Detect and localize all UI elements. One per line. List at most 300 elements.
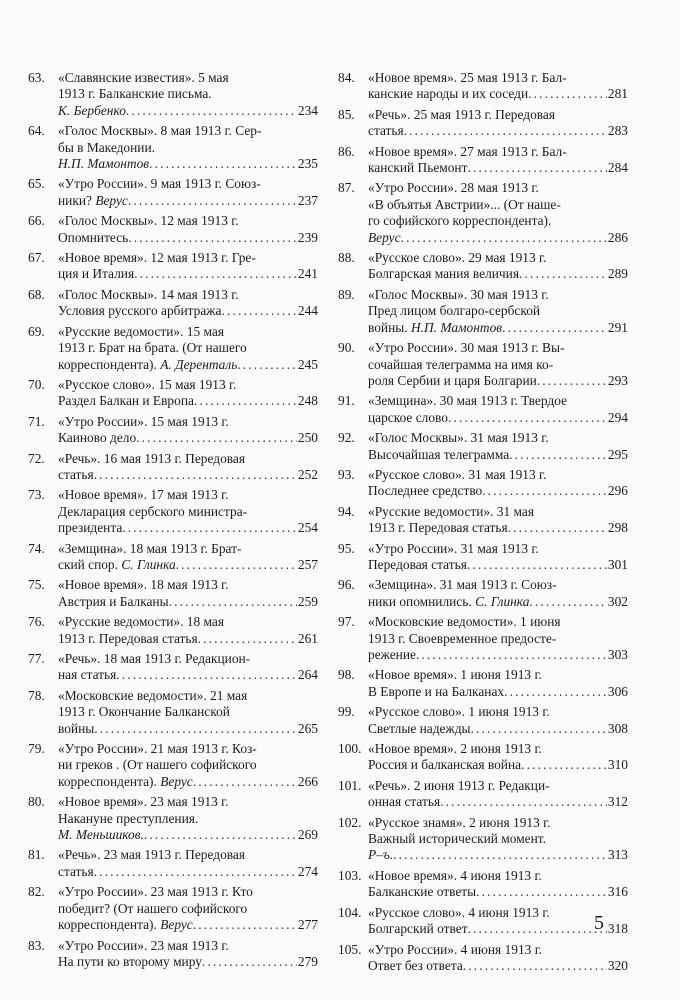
toc-entry xyxy=(28,451,318,484)
toc-entry-line xyxy=(338,831,628,847)
entry-page: 265 xyxy=(297,720,318,736)
entry-text: Пред лицом болгаро-сербской xyxy=(368,303,541,319)
dot-leader xyxy=(467,557,607,573)
toc-entry-line xyxy=(28,193,318,209)
toc-entry-line xyxy=(338,577,628,593)
toc-entry xyxy=(338,70,628,103)
entry-page: 281 xyxy=(607,86,628,102)
toc-entry-line xyxy=(28,340,318,356)
entry-number: 65. xyxy=(28,176,45,192)
entry-page: 308 xyxy=(607,720,628,736)
toc-entry-line xyxy=(338,704,628,720)
entry-text: Светлые надежды xyxy=(368,720,471,736)
entry-text: «Новое время». 23 мая 1913 г. xyxy=(58,794,229,810)
dot-leader xyxy=(94,864,297,880)
entry-page: 252 xyxy=(297,466,318,482)
entry-page: 237 xyxy=(297,192,318,208)
toc-entry xyxy=(28,541,318,574)
toc-entry-line xyxy=(28,324,318,340)
dot-leader xyxy=(221,303,296,319)
entry-page: 303 xyxy=(607,647,628,662)
entry-text: «Новое время». 25 мая 1913 г. Бал- xyxy=(368,70,567,85)
toc-entry xyxy=(338,340,628,389)
toc-entry xyxy=(28,70,318,119)
toc-entry-line xyxy=(28,614,318,630)
entry-number: 92. xyxy=(338,430,355,446)
toc-entry-line xyxy=(338,741,628,757)
toc-entry-line xyxy=(28,811,318,827)
toc-entry-line xyxy=(28,704,318,720)
entry-text: «Утро России». 15 мая 1913 г. xyxy=(58,413,229,429)
entry-text: войны. xyxy=(368,319,408,335)
entry-text: царское слово xyxy=(368,409,448,425)
entry-page: 301 xyxy=(607,556,628,572)
entry-text: ная статья xyxy=(58,667,117,683)
toc-entry-line xyxy=(338,230,628,246)
toc-entry-line xyxy=(28,557,318,573)
toc-entry-line xyxy=(338,320,628,336)
entry-number: 69. xyxy=(28,323,45,339)
entry-number: 84. xyxy=(338,70,355,85)
toc-entry-line xyxy=(338,614,628,630)
toc-entry-line xyxy=(28,86,318,102)
toc-entry-line xyxy=(28,901,318,917)
toc-entry xyxy=(28,688,318,737)
toc-entry-line xyxy=(338,123,628,139)
entry-number: 78. xyxy=(28,687,45,703)
entry-text: «Речь». 18 мая 1913 г. Редакцион- xyxy=(58,651,251,666)
toc-entry-line xyxy=(338,144,628,160)
toc-entry xyxy=(338,942,628,975)
toc-entry-line xyxy=(28,487,318,503)
toc-entry-line xyxy=(28,70,318,86)
toc-entry-line xyxy=(28,917,318,933)
dot-leader xyxy=(440,794,607,810)
entry-signature: Верус xyxy=(95,192,128,208)
entry-number: 101. xyxy=(338,777,362,793)
dot-leader xyxy=(448,410,607,426)
dot-leader xyxy=(393,847,607,863)
entry-text: Важный исторический момент. xyxy=(368,831,546,847)
entry-number: 96. xyxy=(338,577,355,593)
entry-text: Высочайшая телеграмма xyxy=(368,446,510,462)
toc-entry xyxy=(338,778,628,811)
entry-page: 316 xyxy=(607,884,628,900)
toc-entry xyxy=(28,938,318,971)
toc-entry xyxy=(28,794,318,843)
toc-entry-line xyxy=(28,287,318,303)
entry-text: корреспондента). xyxy=(58,773,157,789)
toc-entry-line xyxy=(338,684,628,700)
toc-entry-line xyxy=(28,938,318,954)
dot-leader xyxy=(508,520,607,536)
toc-entry-line xyxy=(338,757,628,773)
dot-leader xyxy=(149,156,297,172)
toc-entry xyxy=(338,704,628,737)
entry-text: Опомнитесь xyxy=(58,229,129,245)
entry-text: «Утро России». 28 мая 1913 г. xyxy=(368,180,539,196)
entry-page: 277 xyxy=(297,917,318,933)
entry-text: «Русское слово». 15 мая 1913 г. xyxy=(58,376,237,392)
toc-entry-line xyxy=(28,864,318,880)
entry-text: Каиново дело xyxy=(58,430,137,446)
toc-entry-line xyxy=(28,140,318,156)
entry-text: «Речь». 2 июня 1913 г. Редакци- xyxy=(368,777,550,793)
toc-entry xyxy=(338,250,628,283)
entry-text: президента xyxy=(58,520,123,536)
entry-page: 284 xyxy=(607,160,628,176)
toc-entry-line xyxy=(338,958,628,974)
entry-page: 310 xyxy=(607,757,628,773)
entry-number: 98. xyxy=(338,667,355,683)
dot-leader xyxy=(134,266,297,282)
toc-entry xyxy=(28,741,318,790)
entry-page: 259 xyxy=(297,593,318,609)
toc-entry-line xyxy=(338,594,628,610)
entry-number: 79. xyxy=(28,741,45,757)
entry-text: «Русские ведомости». 15 мая xyxy=(58,323,225,339)
toc-entry-line xyxy=(338,942,628,958)
entry-page: 235 xyxy=(297,156,318,172)
toc-entry-line xyxy=(28,213,318,229)
toc-entry-line xyxy=(28,954,318,970)
toc-entry-line xyxy=(338,921,628,937)
toc-entry xyxy=(338,905,628,938)
entry-page: 274 xyxy=(297,863,318,879)
entry-number: 91. xyxy=(338,393,355,409)
entry-page: 296 xyxy=(607,483,628,499)
entry-text: «Новое время». 17 мая 1913 г. xyxy=(58,487,229,503)
entry-number: 68. xyxy=(28,286,45,302)
toc-entry-line xyxy=(28,430,318,446)
toc-entry xyxy=(28,487,318,536)
toc-entry-line xyxy=(338,647,628,663)
entry-page: 283 xyxy=(607,123,628,139)
entry-text: Последнее средство xyxy=(368,483,483,499)
toc-entry-line xyxy=(28,303,318,319)
toc-entry xyxy=(28,213,318,246)
dot-leader xyxy=(116,667,297,683)
entry-text: канские народы и их соседи xyxy=(368,86,529,102)
toc-entry-line xyxy=(338,631,628,647)
toc-entry xyxy=(338,393,628,426)
toc-entry-line xyxy=(338,868,628,884)
entry-signature: С. Глинка xyxy=(121,556,176,572)
toc-entry xyxy=(338,180,628,246)
toc-entry-line xyxy=(338,467,628,483)
toc-entry-line xyxy=(28,467,318,483)
entry-text: На пути ко второму миру xyxy=(58,953,202,969)
entry-text: «Новое время». 27 мая 1913 г. Бал- xyxy=(368,143,567,159)
toc-entry-line xyxy=(28,504,318,520)
entry-text: «В объятья Австрии»... (От наше- xyxy=(368,196,561,212)
entry-number: 70. xyxy=(28,376,45,392)
toc-entry-line xyxy=(338,197,628,213)
entry-page: 318 xyxy=(607,921,628,937)
toc-entry xyxy=(28,614,318,647)
toc-entry xyxy=(338,430,628,463)
dot-leader xyxy=(144,827,297,843)
entry-text: 1913 г. Брат на брата. (От нашего xyxy=(58,340,247,356)
toc-entry-line xyxy=(338,541,628,557)
entry-number: 97. xyxy=(338,614,355,630)
entry-text: «Русские ведомости». 18 мая xyxy=(58,614,225,630)
entry-text: войны xyxy=(58,720,95,736)
entry-text: «Голос Москвы». 30 мая 1913 г. xyxy=(368,286,549,302)
toc-entry-line xyxy=(338,721,628,737)
entry-page: 286 xyxy=(607,229,628,245)
toc-entry-line xyxy=(28,176,318,192)
entry-number: 67. xyxy=(28,250,45,266)
entry-text: «Утро России». 23 мая 1913 г. Кто xyxy=(58,884,253,900)
entry-text: В Европе и на Балканах xyxy=(368,683,505,699)
entry-text: ни греков . (От нашего софийского xyxy=(58,757,257,773)
dot-leader xyxy=(94,721,297,737)
entry-text: «Утро России». 9 мая 1913 г. Союз- xyxy=(58,176,261,192)
toc-entry-line xyxy=(28,451,318,467)
entry-text: корреспондента). xyxy=(58,917,157,933)
dot-leader xyxy=(136,430,297,446)
entry-text: «Голос Москвы». 8 мая 1913 г. Сер- xyxy=(58,123,262,139)
entry-text: «Утро России». 23 мая 1913 г. xyxy=(58,937,229,953)
entry-page: 306 xyxy=(607,683,628,699)
toc-entry-line xyxy=(28,103,318,119)
entry-signature: А. Деренталь xyxy=(160,356,238,372)
toc-entry xyxy=(28,324,318,373)
toc-entry xyxy=(338,467,628,500)
entry-number: 71. xyxy=(28,413,45,429)
entry-text: «Русское слово». 4 июня 1913 г. xyxy=(368,904,550,920)
toc-entry-line xyxy=(338,266,628,282)
entry-page: 269 xyxy=(297,827,318,843)
entry-page: 239 xyxy=(297,229,318,245)
entry-number: 80. xyxy=(28,794,45,810)
dot-leader xyxy=(128,230,297,246)
entry-number: 87. xyxy=(338,180,355,196)
toc-entry xyxy=(338,287,628,336)
entry-text: Болгарская мания величия xyxy=(368,266,519,282)
toc-entry xyxy=(28,577,318,610)
entry-text: Передовая статья xyxy=(368,556,467,572)
dot-leader xyxy=(176,557,297,573)
entry-number: 86. xyxy=(338,143,355,159)
dot-leader xyxy=(194,393,297,409)
entry-text: «Голос Москвы». 12 мая 1913 г. xyxy=(58,213,239,229)
toc-entry-line xyxy=(338,86,628,102)
entry-text: Накануне преступления. xyxy=(58,810,199,826)
entry-number: 76. xyxy=(28,614,45,630)
entry-page: 248 xyxy=(297,393,318,409)
entry-text: «Утро России». 31 мая 1913 г. xyxy=(368,540,539,556)
toc-entry xyxy=(338,577,628,610)
toc-entry-line xyxy=(338,504,628,520)
entry-page: 298 xyxy=(607,520,628,536)
entry-number: 102. xyxy=(338,814,362,830)
toc-entry-line xyxy=(28,667,318,683)
entry-page: 241 xyxy=(297,266,318,282)
toc-left-column xyxy=(28,70,318,974)
entry-text: «Московские ведомости». 1 июня xyxy=(368,614,561,630)
toc-entry-line xyxy=(28,631,318,647)
toc-entry-line xyxy=(338,160,628,176)
entry-text: «Новое время». 4 июня 1913 г. xyxy=(368,867,542,883)
toc-entry-line xyxy=(28,577,318,593)
toc-entry xyxy=(338,144,628,177)
dot-leader xyxy=(94,467,297,483)
entry-text: «Земщина». 31 мая 1913 г. Союз- xyxy=(368,577,557,593)
entry-text: статья xyxy=(368,123,404,139)
entry-text: «Русское слово». 29 мая 1913 г. xyxy=(368,250,547,266)
dot-leader xyxy=(401,230,607,246)
entry-text: 1913 г. Окончание Балканской xyxy=(58,704,230,720)
entry-page: 250 xyxy=(297,430,318,446)
toc-entry-line xyxy=(28,688,318,704)
toc-entry-line xyxy=(338,213,628,229)
toc-entry-line xyxy=(338,815,628,831)
entry-text: «Утро России». 21 мая 1913 г. Коз- xyxy=(58,741,257,757)
entry-text: Ответ без ответа xyxy=(368,957,463,973)
toc-entry-line xyxy=(28,827,318,843)
entry-number: 104. xyxy=(338,904,362,920)
entry-text: Россия и балканская война xyxy=(368,757,522,773)
entry-text: 1913 г. Своевременное предосте- xyxy=(368,630,557,646)
toc-entry-line xyxy=(338,520,628,536)
toc-entry-line xyxy=(338,884,628,900)
toc-entry-line xyxy=(338,430,628,446)
entry-page: 266 xyxy=(297,773,318,789)
entry-text: Болгарский ответ xyxy=(368,921,468,937)
page-number: 5 xyxy=(594,912,604,934)
entry-text: ники? xyxy=(58,192,92,208)
entry-text: Верус xyxy=(368,229,401,245)
entry-number: 88. xyxy=(338,250,355,266)
entry-number: 85. xyxy=(338,106,355,122)
entry-text: «Московские ведомости». 21 мая xyxy=(58,687,248,703)
dot-leader xyxy=(126,103,297,119)
entry-text: бы в Македонии. xyxy=(58,139,155,155)
toc-entry-line xyxy=(338,70,628,86)
entry-text: «Славянские известия». 5 мая xyxy=(58,70,229,85)
dot-leader xyxy=(404,123,607,139)
entry-number: 81. xyxy=(28,847,45,863)
toc-entry xyxy=(28,123,318,172)
toc-entry xyxy=(338,868,628,901)
entry-text: М. Меньшиков. xyxy=(58,827,144,843)
entry-page: 294 xyxy=(607,409,628,425)
toc-entry xyxy=(338,541,628,574)
toc-entry xyxy=(338,741,628,774)
entry-page: 313 xyxy=(607,847,628,863)
entry-page: 295 xyxy=(607,446,628,462)
dot-leader xyxy=(467,160,606,176)
toc-entry-line xyxy=(338,847,628,863)
entry-number: 75. xyxy=(28,577,45,593)
entry-text: режение xyxy=(368,647,416,662)
toc-entry-line xyxy=(28,156,318,172)
entry-text: Условия русского арбитража xyxy=(58,303,222,319)
entry-number: 63. xyxy=(28,70,45,85)
entry-text: 1913 г. Балканские письма. xyxy=(58,86,212,102)
toc-entry-line xyxy=(338,410,628,426)
dot-leader xyxy=(519,266,607,282)
entry-number: 74. xyxy=(28,540,45,556)
entry-text: 1913 г. Передовая статья xyxy=(368,520,508,536)
entry-number: 90. xyxy=(338,340,355,356)
dot-leader xyxy=(468,921,607,937)
dot-leader xyxy=(504,684,607,700)
entry-text: «Земщина». 30 мая 1913 г. Твердое xyxy=(368,393,568,409)
entry-text: «Речь». 25 мая 1913 г. Передовая xyxy=(368,106,556,122)
entry-text: Н.П. Мамонтов xyxy=(58,156,150,172)
toc-entry-line xyxy=(28,847,318,863)
toc-entry-line xyxy=(28,520,318,536)
entry-number: 64. xyxy=(28,123,45,139)
toc-entry-line xyxy=(338,180,628,196)
entry-text: ники опомнились. xyxy=(368,593,472,609)
dot-leader xyxy=(521,757,607,773)
entry-number: 100. xyxy=(338,741,362,757)
toc-entry-line xyxy=(338,340,628,356)
entry-text: «Новое время». 1 июня 1913 г. xyxy=(368,667,542,683)
toc-entry-line xyxy=(28,757,318,773)
toc-entry xyxy=(28,377,318,410)
entry-text: Австрия и Балканы xyxy=(58,593,169,609)
toc-entry-line xyxy=(338,483,628,499)
dot-leader xyxy=(198,631,297,647)
entry-text: «Русское знамя». 2 июня 1913 г. xyxy=(368,814,551,830)
entry-page: 245 xyxy=(297,356,318,372)
entry-text: канский Пьемонт xyxy=(368,160,468,176)
toc-entry-line xyxy=(28,741,318,757)
dot-leader xyxy=(471,721,607,737)
toc-entry-line xyxy=(28,230,318,246)
toc-entry-line xyxy=(28,794,318,810)
toc-entry-line xyxy=(28,377,318,393)
entry-page: 302 xyxy=(607,593,628,609)
dot-leader xyxy=(482,483,607,499)
dot-leader xyxy=(202,954,297,970)
dot-leader xyxy=(528,86,607,102)
toc-right-column xyxy=(338,70,628,978)
entry-text: онная статья xyxy=(368,794,441,810)
entry-page: 320 xyxy=(607,957,628,973)
entry-page: 312 xyxy=(607,794,628,810)
toc-entry xyxy=(28,176,318,209)
dot-leader xyxy=(128,193,297,209)
toc-entry-line xyxy=(338,107,628,123)
entry-signature: Н.П. Мамонтов xyxy=(410,319,503,335)
toc-entry-line xyxy=(338,778,628,794)
dot-leader xyxy=(237,357,297,373)
entry-text: К. Бербенко xyxy=(58,102,126,118)
entry-page: 291 xyxy=(607,319,628,335)
toc-entry-line xyxy=(28,594,318,610)
entry-number: 99. xyxy=(338,704,355,720)
entry-signature: Верус xyxy=(160,917,193,933)
entry-text: «Русские ведомости». 31 мая xyxy=(368,503,535,519)
toc-entry xyxy=(28,250,318,283)
toc-entry-line xyxy=(338,250,628,266)
dot-leader xyxy=(502,320,607,336)
entry-text: статья xyxy=(58,466,94,482)
entry-number: 73. xyxy=(28,487,45,503)
toc-entry xyxy=(338,107,628,140)
toc-entry-line xyxy=(28,541,318,557)
entry-number: 93. xyxy=(338,466,355,482)
entry-text: «Голос Москвы». 31 мая 1913 г. xyxy=(368,430,549,446)
dot-leader xyxy=(193,917,297,933)
toc-entry-line xyxy=(338,303,628,319)
